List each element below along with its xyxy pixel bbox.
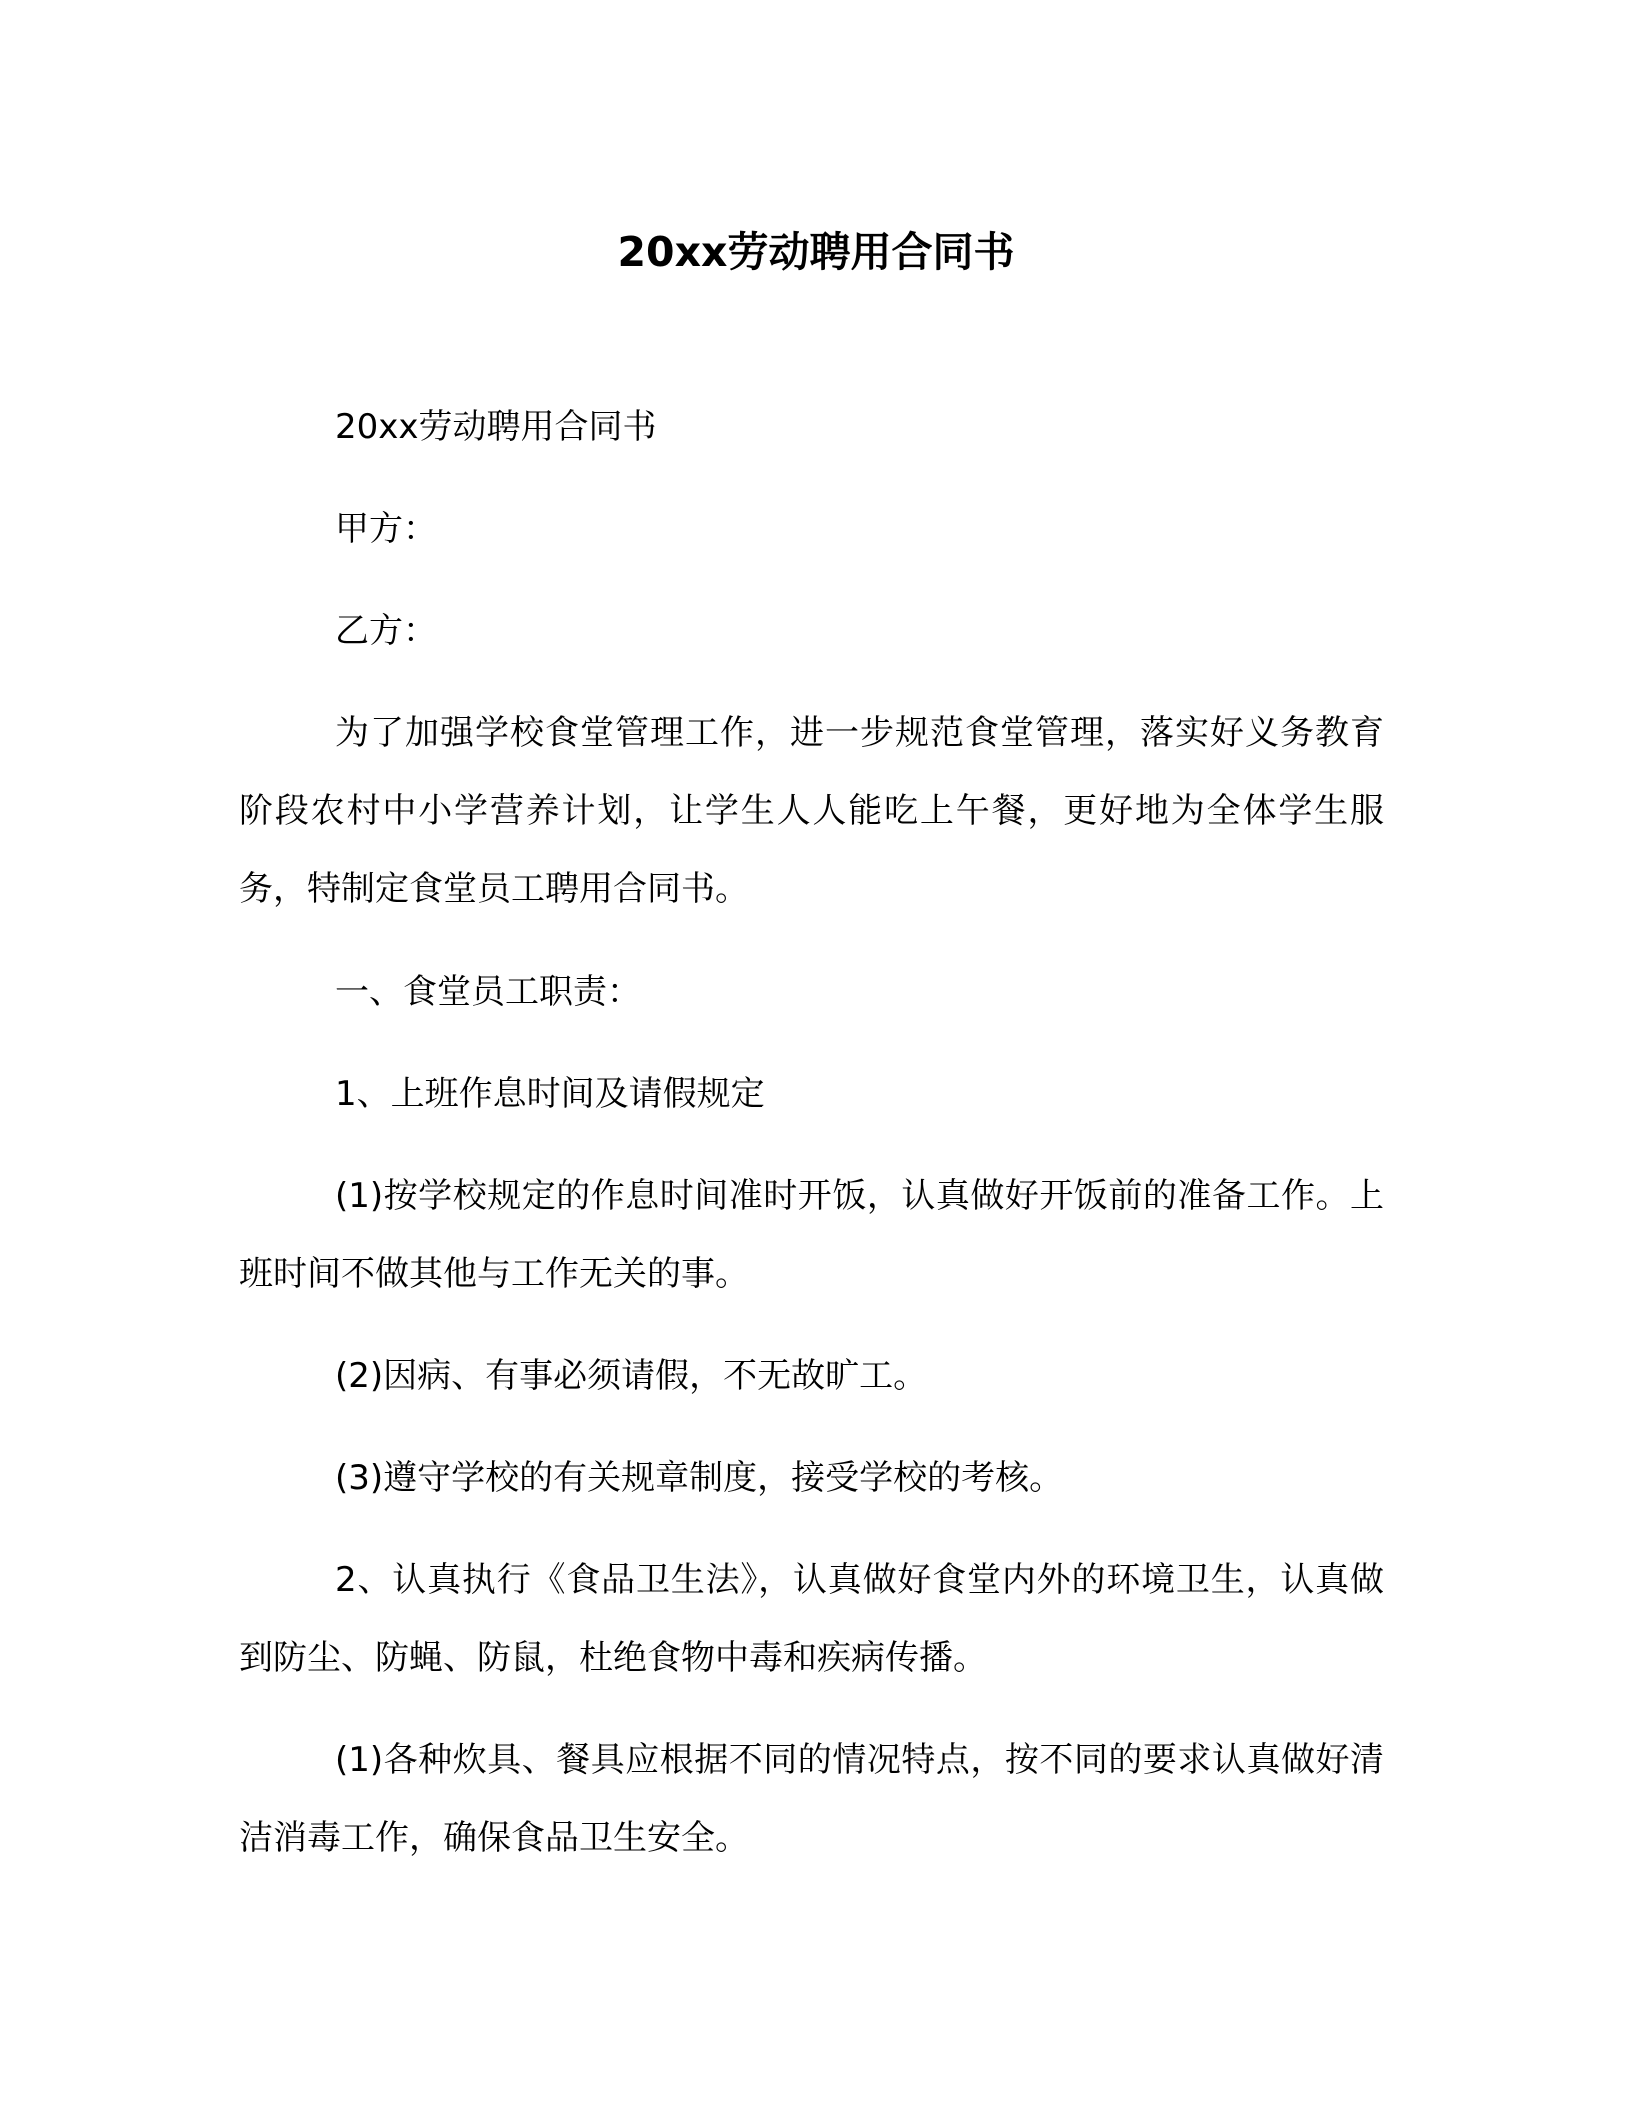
document-title: 20xx劳动聘用合同书 bbox=[617, 228, 1015, 276]
paragraph-party-a: 甲方： bbox=[335, 509, 437, 549]
paragraph-subtitle: 20xx劳动聘用合同书 bbox=[335, 407, 657, 447]
paragraph-item-1-3: (3)遵守学校的有关规章制度，接受学校的考核。 bbox=[335, 1458, 1064, 1498]
paragraph-item-1: 1、上班作息时间及请假规定 bbox=[335, 1074, 765, 1114]
paragraph-item-1-2: (2)因病、有事必须请假，不无故旷工。 bbox=[335, 1356, 928, 1396]
paragraph-intro: 为了加强学校食堂管理工作，进一步规范食堂管理，落实好义务教育阶段农村中小学营养计划，让学生人人能吃上午餐，更好地为全体学生服务，特制定食堂员工聘用合同书。 bbox=[239, 713, 1384, 909]
paragraph-section-1: 一、食堂员工职责： bbox=[335, 972, 641, 1012]
paragraph-item-2: 2、认真执行《食品卫生法》，认真做好食堂内外的环境卫生，认真做到防尘、防蝇、防鼠，杜绝食物中毒和疾病传播。 bbox=[239, 1560, 1384, 1678]
paragraph-item-2-1: (1)各种炊具、餐具应根据不同的情况特点，按不同的要求认真做好清洁消毒工作，确保食品卫生安全。 bbox=[239, 1740, 1384, 1858]
paragraph-item-1-1: (1)按学校规定的作息时间准时开饭，认真做好开饭前的准备工作。上班时间不做其他与工作无关的事。 bbox=[239, 1176, 1384, 1294]
paragraph-party-b: 乙方： bbox=[335, 611, 437, 651]
